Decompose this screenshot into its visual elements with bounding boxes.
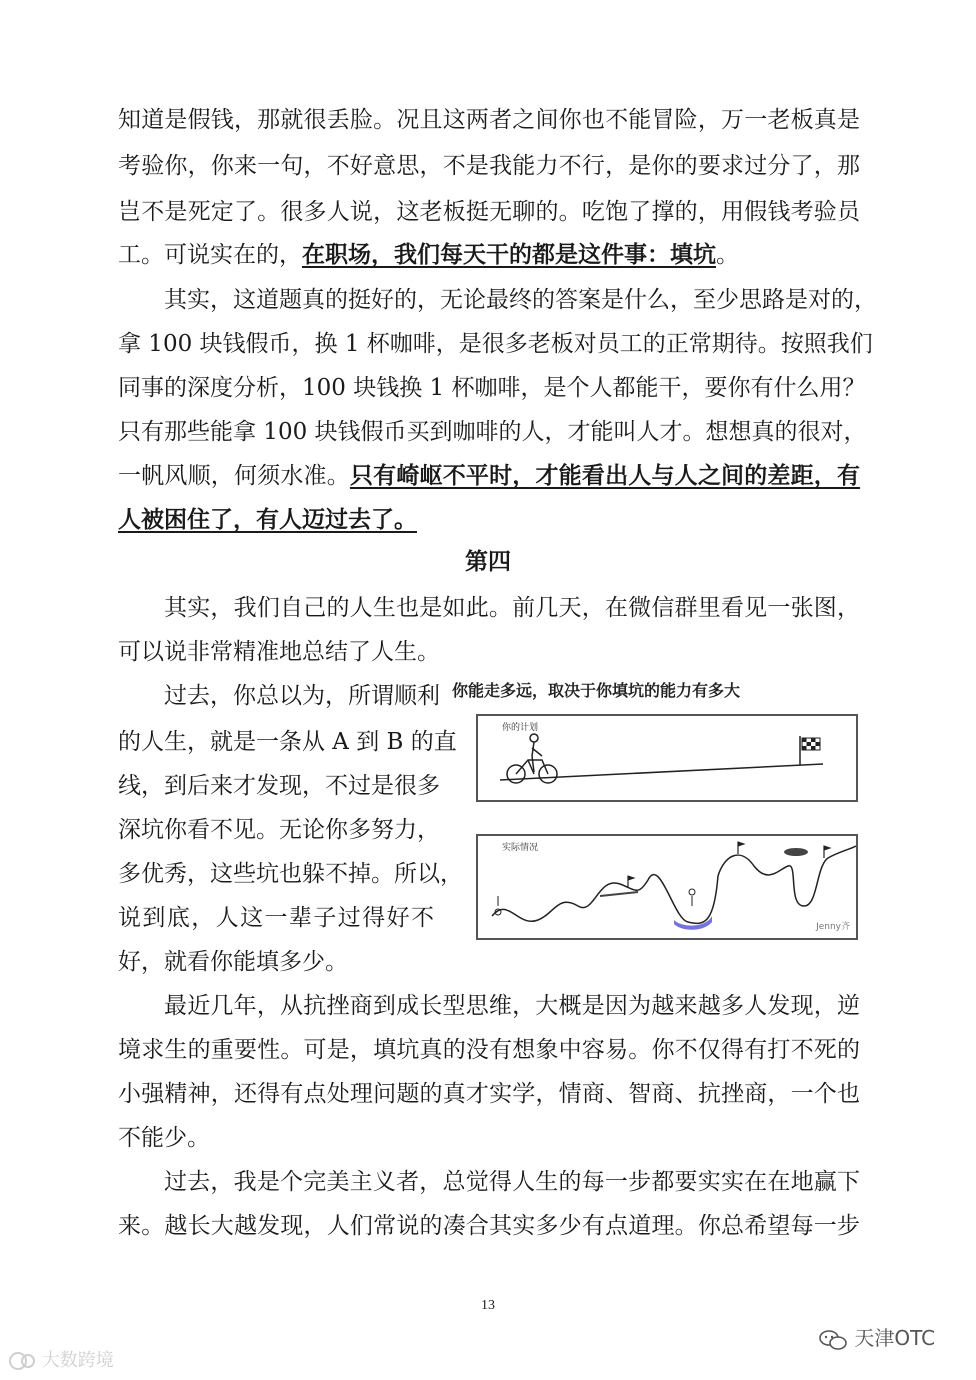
text-line: 拿 100 块钱假币，换 1 杯咖啡，是很多老板对员工的正常期待。按照我们: [118, 331, 873, 357]
text-line: 好，就看你能填多少。: [118, 949, 348, 975]
wechat-watermark: [818, 1322, 935, 1352]
emphasized-text: 人被困住了，有人迈过去了。: [118, 506, 417, 533]
text-line: 的人生，就是一条从 A 到 B 的直: [118, 729, 457, 755]
wechat-icon: [818, 1328, 848, 1352]
wechat-account-name: 天津OTC: [854, 1326, 936, 1350]
section-heading: 第四: [465, 549, 511, 575]
text-line: 同事的深度分析，100 块钱换 1 杯咖啡，是个人都能干，要你有什么用？: [118, 375, 866, 401]
text-line: 来。越长大越发现，人们常说的凑合其实多少有点道理。你总希望每一步: [118, 1213, 860, 1239]
text-span: 。: [716, 242, 739, 268]
figure-watermark: Jenny齐: [816, 922, 850, 932]
text-line: 其实，我们自己的人生也是如此。前几天，在微信群里看见一张图，: [164, 595, 860, 621]
emphasized-text: 在职场，我们每天干的都是这件事：填坑: [302, 241, 716, 268]
text-line: 过去，我是个完美主义者，总觉得人生的每一步都要实实在在地赢下: [164, 1169, 860, 1195]
page-number: 13: [481, 1298, 495, 1313]
text-line: 可以说非常精准地总结了人生。: [118, 639, 440, 665]
text-line: [118, 460, 860, 492]
source-watermark: [8, 1346, 114, 1372]
text-line: 不能少。: [118, 1125, 210, 1151]
text-line: 线，到后来才发现，不过是很多: [118, 773, 440, 799]
text-line: 境求生的重要性。可是，填坑真的没有想象中容易。你不仅得有打不死的: [118, 1037, 860, 1063]
text-line: 其实，这道题真的挺好的，无论最终的答案是什么，至少思路是对的，: [164, 287, 877, 313]
emphasized-text: 只有崎岖不平时，才能看出人与人之间的差距，有: [349, 462, 861, 489]
text-line: 岂不是死定了。很多人说，这老板挺无聊的。吃饱了撑的，用假钱考验员: [118, 199, 860, 225]
reality-drawing: [478, 836, 856, 938]
text-line: 最近几年，从抗挫商到成长型思维，大概是因为越来越多人发现，逆: [164, 993, 860, 1019]
cyclist-icon: [507, 734, 557, 783]
text-line: 考验你，你来一句，不好意思，不是我能力不行，是你的要求过分了，那: [118, 153, 860, 179]
text-line: [118, 239, 860, 271]
panel-label: 实际情况: [502, 843, 539, 853]
text-line: 过去，你总以为，所谓顺利: [164, 683, 440, 709]
text-line: 多优秀，这些坑也躲不掉。所以，: [118, 861, 463, 887]
panel-label: 你的计划: [502, 723, 539, 733]
text-line: 深坑你看不见。无论你多努力，: [118, 817, 440, 843]
plan-drawing: [478, 716, 856, 800]
text-line: [118, 504, 860, 536]
life-plan-illustration: [448, 678, 860, 942]
finish-flag-icon: [800, 736, 820, 765]
text-line: 小强精神，还得有点处理问题的真才实学，情商、智商、抗挫商，一个也: [118, 1081, 860, 1107]
brand-logo-icon: [8, 1351, 36, 1371]
source-watermark-text: 大数跨境: [41, 1350, 114, 1371]
reality-panel: [476, 834, 858, 940]
cyclist-icon: [689, 889, 695, 906]
text-span: 工。可说实在的，: [118, 242, 302, 268]
plan-panel: [476, 714, 858, 802]
text-line: 只有那些能拿 100 块钱假币买到咖啡的人，才能叫人才。想想真的很对，: [118, 419, 867, 445]
text-line: 说到底，人这一辈子过得好不: [118, 905, 434, 931]
figure-title: 你能走多远，取决于你填坑的能力有多大: [452, 681, 741, 700]
text-line: 知道是假钱，那就很丢脸。况且这两者之间你也不能冒险，万一老板真是: [118, 107, 860, 133]
text-span: 一帆风顺，何须水准。: [118, 463, 350, 489]
